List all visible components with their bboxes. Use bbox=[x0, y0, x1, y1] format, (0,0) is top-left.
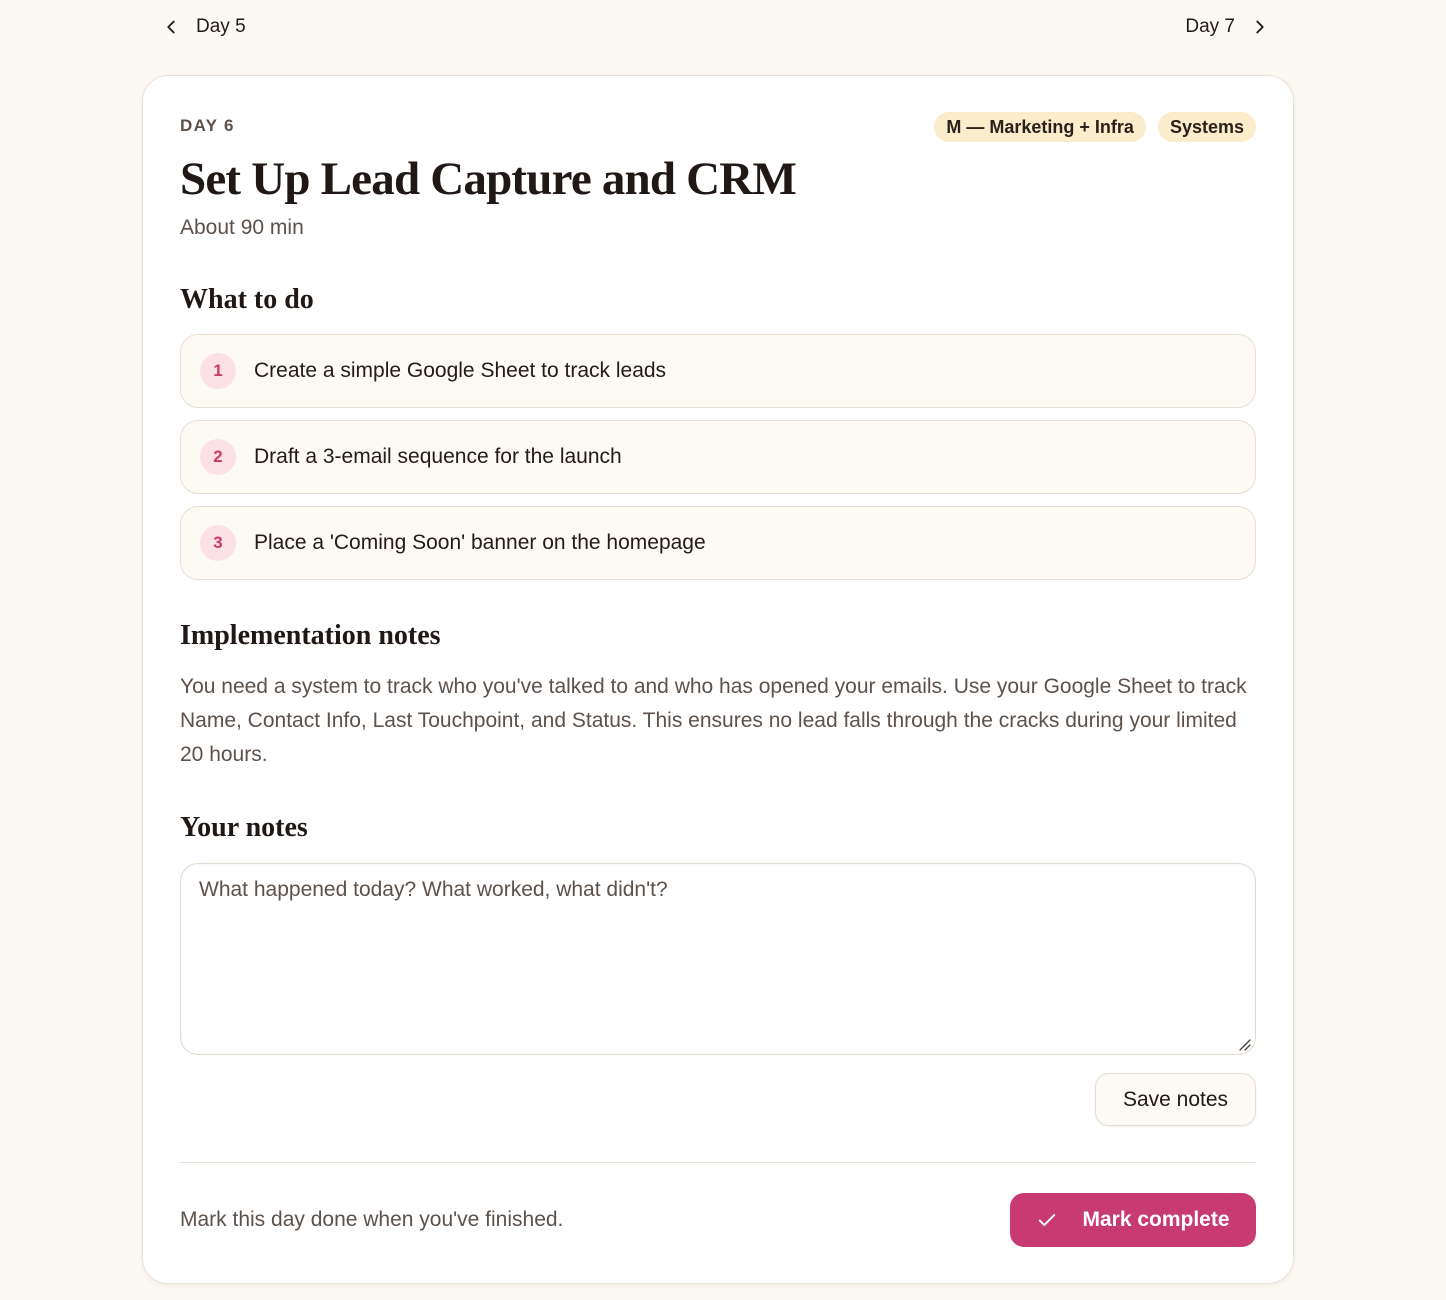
mark-complete-button[interactable] bbox=[1010, 1193, 1256, 1247]
implementation-body: You need a system to track who you've talked to and who has opened your emails. Use your Google Sheet to track Name, Contact Info, Last Touchpoint, and Status. This ensures no lead falls through the cracks during your limited 20 hours. bbox=[180, 675, 1247, 766]
prev-day-label: Day 5 bbox=[196, 16, 246, 37]
tag-badge: Systems bbox=[1158, 112, 1256, 142]
list-item[interactable] bbox=[180, 506, 1256, 580]
mark-complete-label: Mark complete bbox=[1082, 1208, 1230, 1231]
notes-input[interactable] bbox=[181, 864, 1255, 1054]
footer-hint: Mark this day done when you've finished. bbox=[180, 1208, 564, 1231]
step-number: 1 bbox=[200, 353, 236, 389]
notes-field-container bbox=[180, 863, 1256, 1055]
page-title: Set Up Lead Capture and CRM bbox=[180, 153, 796, 205]
chevron-left-icon bbox=[160, 16, 182, 38]
step-text: Draft a 3-email sequence for the launch bbox=[254, 445, 622, 468]
check-icon bbox=[1036, 1209, 1058, 1231]
prev-day-link[interactable] bbox=[160, 16, 246, 38]
step-number: 3 bbox=[200, 525, 236, 561]
duration-text: About 90 min bbox=[180, 216, 304, 239]
list-item[interactable] bbox=[180, 334, 1256, 408]
resize-grip-icon[interactable] bbox=[1237, 1037, 1251, 1051]
list-item[interactable] bbox=[180, 420, 1256, 494]
steps-list bbox=[180, 334, 1256, 592]
next-day-link[interactable] bbox=[1185, 16, 1271, 38]
step-text: Create a simple Google Sheet to track leads bbox=[254, 359, 667, 382]
what-to-do-heading: What to do bbox=[180, 284, 314, 315]
step-number: 2 bbox=[200, 439, 236, 475]
day-card bbox=[142, 75, 1294, 1284]
your-notes-heading: Your notes bbox=[180, 812, 308, 843]
day-label: DAY 6 bbox=[180, 116, 235, 135]
day-navigation bbox=[160, 10, 1271, 44]
divider bbox=[180, 1162, 1256, 1163]
save-notes-button[interactable]: Save notes bbox=[1095, 1073, 1256, 1126]
step-text: Place a 'Coming Soon' banner on the homepage bbox=[254, 531, 706, 554]
next-day-label: Day 7 bbox=[1185, 16, 1235, 37]
tag-badge: M — Marketing + Infra bbox=[934, 112, 1146, 142]
tag-list bbox=[934, 112, 1256, 142]
chevron-right-icon bbox=[1249, 16, 1271, 38]
implementation-heading: Implementation notes bbox=[180, 620, 441, 651]
